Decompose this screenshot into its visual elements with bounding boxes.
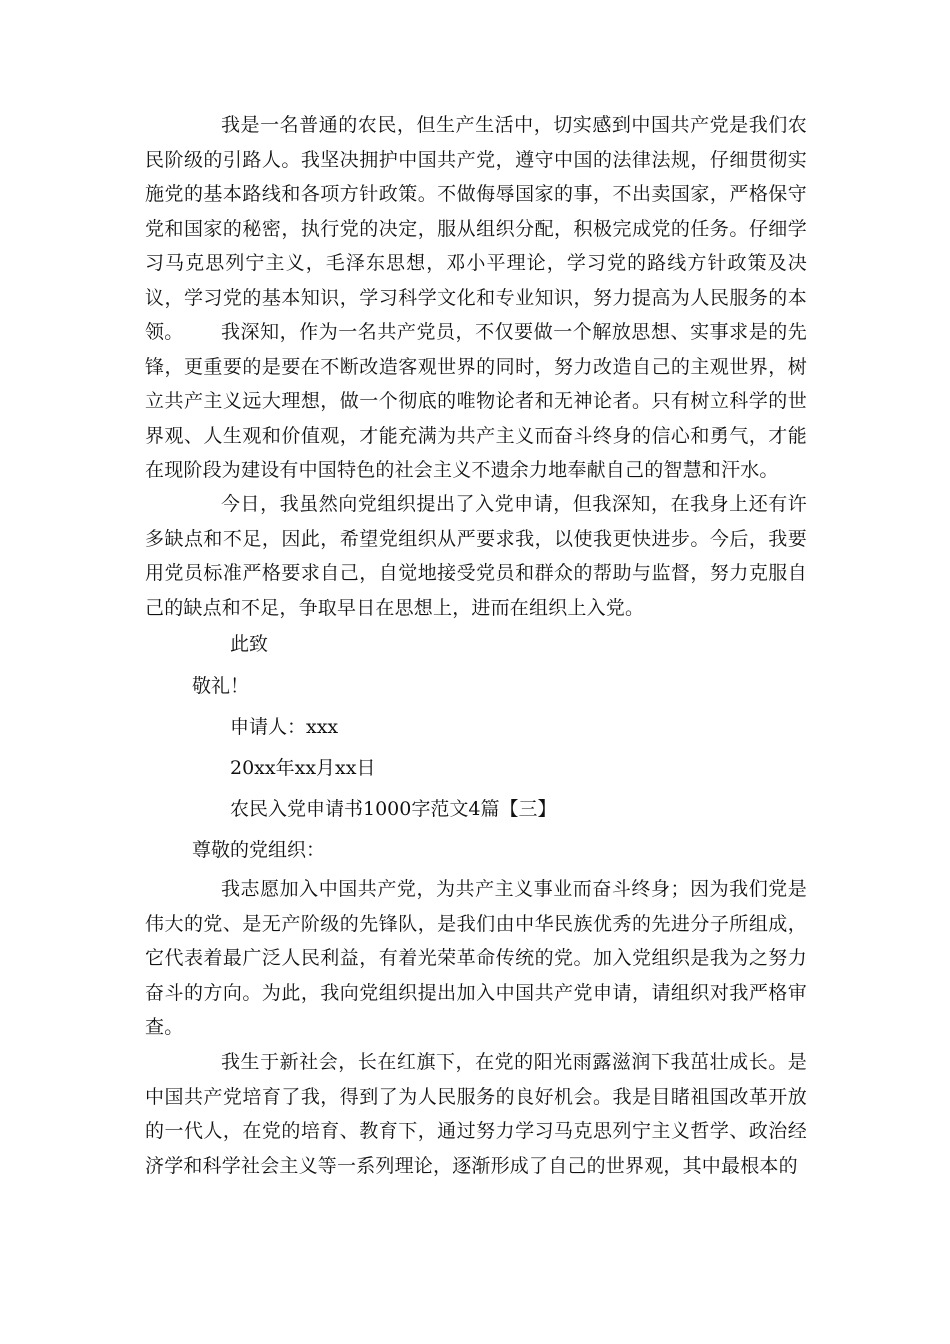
date-line: 20xx年xx月xx日	[230, 757, 376, 779]
greeting-line: 尊敬的党组织：	[192, 839, 326, 861]
paragraph-5: 我生于新社会，长在红旗下，在党的阳光雨露滋润下我茁壮成长。是中国共产党培育了我，得到了为人民服务的良好机会。我是目睹祖国改革开放的一代人，在党的培育、教育下，通过努力学习马克思列宁主义哲学、政治经济学和科学社会主义等一系列理论，逐渐形成了自己的世界观，其中最根本的	[145, 1051, 807, 1177]
section-title: 农民入党申请书1000字范文4篇【三】	[230, 798, 557, 820]
salute-text: 敬礼！	[192, 675, 250, 697]
paragraph-1: 我是一名普通的农民，但生产生活中，切实感到中国共产党是我们农民阶级的引路人。我坚决拥护中国共产党，遵守中国的法律法规，仔细贯彻实施党的基本路线和各项方针政策。不做侮辱国家的事，不出卖国家，严格保守党和国家的秘密，执行党的决定，服从组织分配，积极完成党的任务。仔细学习马克思列宁主义，毛泽东思想，邓小平理论，学习党的路线方针政策及决议，学习党的基本知识，学习科学文化和专业知识，努力提高为人民服务的本领。	[145, 114, 807, 343]
paragraph-2: 我深知，作为一名共产党员，不仅要做一个解放思想、实事求是的先锋，更重要的是要在不断改造客观世界的同时，努力改造自己的主观世界，树立共产主义远大理想，做一个彻底的唯物论者和无神论者。只有树立科学的世界观、人生观和价值观，才能充满为共产主义而奋斗终身的信心和勇气，才能在现阶段为建设有中国特色的社会主义不遗余力地奉献自己的智慧和汗水。	[145, 321, 807, 481]
paragraph-4: 我志愿加入中国共产党，为共产主义事业而奋斗终身；因为我们党是伟大的党、是无产阶级的先锋队，是我们由中华民族优秀的先进分子所组成，它代表着最广泛人民利益，有着光荣革命传统的党。加入党组织是我为之努力奋斗的方向。为此，我向党组织提出加入中国共产党申请，请组织对我严格审查。	[145, 878, 807, 1038]
paragraph-3: 今日，我虽然向党组织提出了入党申请，但我深知，在我身上还有许多缺点和不足，因此，希望党组织从严要求我，以使我更快进步。今后，我要用党员标准严格要求自己，自觉地接受党员和群众的帮助与监督，努力克服自己的缺点和不足，争取早日在思想上，进而在组织上入党。	[145, 493, 807, 619]
closing-text: 此致	[230, 633, 269, 655]
applicant-line: 申请人：xxx	[230, 716, 339, 738]
